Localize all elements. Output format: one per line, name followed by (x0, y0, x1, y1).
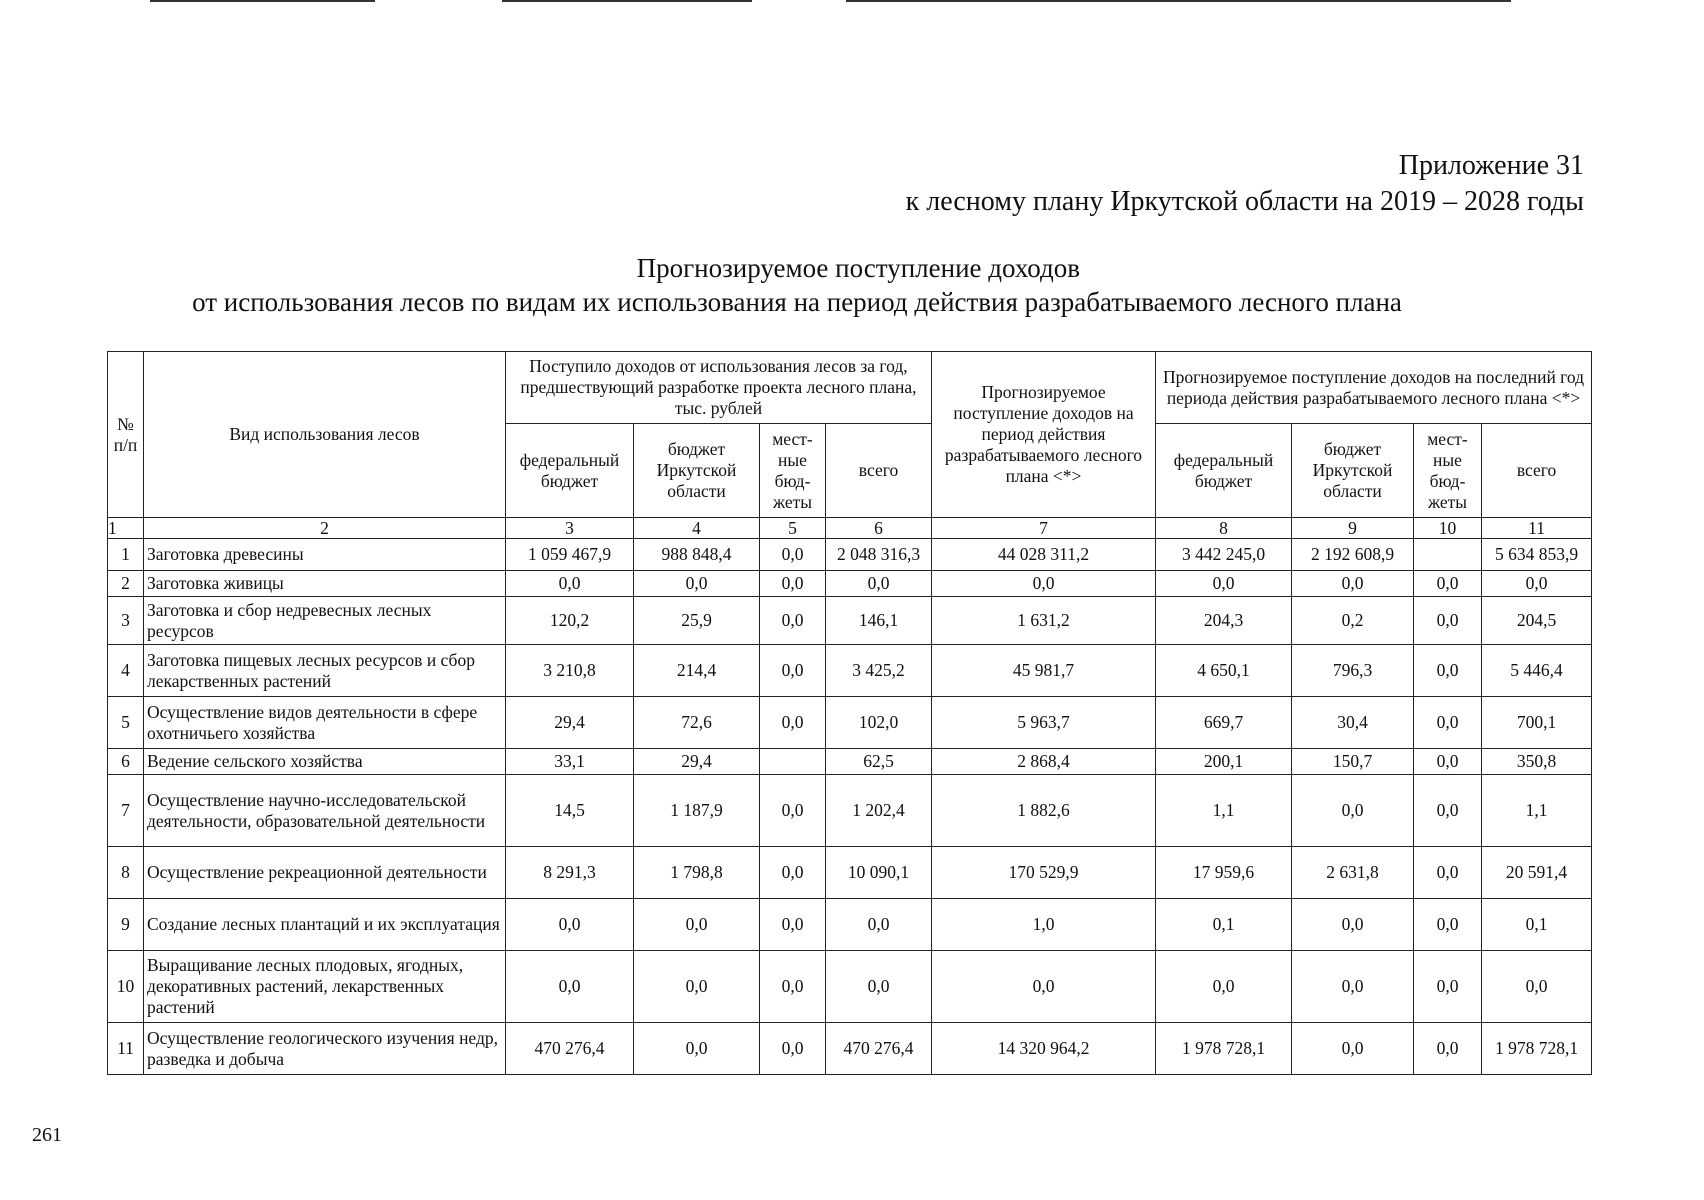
prev-total: 470 276,4 (826, 1023, 932, 1075)
header-forecast-total: Прогнозируемое поступление доходов на период действия разрабатываемого лесного плана <*> (932, 352, 1156, 518)
prev-regional: 1 798,8 (634, 847, 760, 899)
header-group-last-year: Прогнозируемое поступление доходов на последний год периода действия разрабатываемого лесного плана <*> (1156, 352, 1592, 424)
table-row (108, 749, 1592, 775)
prev-local: 0,0 (760, 539, 826, 571)
table-row (108, 899, 1592, 951)
header-federal: федеральный бюджет (506, 424, 634, 518)
prev-regional: 1 187,9 (634, 775, 760, 847)
last-federal: 0,0 (1156, 571, 1292, 597)
table-row (108, 645, 1592, 697)
last-federal: 3 442 245,0 (1156, 539, 1292, 571)
forecast-total: 45 981,7 (932, 645, 1156, 697)
row-number: 1 (108, 539, 144, 571)
prev-total: 102,0 (826, 697, 932, 749)
document-title (0, 251, 1704, 319)
table-row (108, 951, 1592, 1023)
last-local: 0,0 (1414, 1023, 1482, 1075)
last-regional: 150,7 (1292, 749, 1414, 775)
prev-local: 0,0 (760, 899, 826, 951)
prev-regional: 72,6 (634, 697, 760, 749)
prev-federal: 0,0 (506, 899, 634, 951)
last-federal: 1 978 728,1 (1156, 1023, 1292, 1075)
table-row (108, 697, 1592, 749)
table-row (108, 539, 1592, 571)
header-total: всего (826, 424, 932, 518)
prev-regional: 0,0 (634, 899, 760, 951)
last-total: 5 634 853,9 (1482, 539, 1592, 571)
header-regional: бюджет Иркутской области (1292, 424, 1414, 518)
forecast-total: 5 963,7 (932, 697, 1156, 749)
last-federal: 0,1 (1156, 899, 1292, 951)
last-total: 0,0 (1482, 951, 1592, 1023)
prev-total: 1 202,4 (826, 775, 932, 847)
column-number: 9 (1292, 518, 1414, 539)
prev-federal: 14,5 (506, 775, 634, 847)
table-body (108, 539, 1592, 1075)
header-kind: Вид использования лесов (144, 352, 506, 518)
last-total: 0,1 (1482, 899, 1592, 951)
last-regional: 0,0 (1292, 951, 1414, 1023)
header-group-prev-year: Поступило доходов от использования лесов за год, предшествующий разработке проекта лесного плана, тыс. рублей (506, 352, 932, 424)
row-number: 5 (108, 697, 144, 749)
prev-federal: 0,0 (506, 951, 634, 1023)
column-number: 10 (1414, 518, 1482, 539)
row-number: 2 (108, 571, 144, 597)
row-number: 10 (108, 951, 144, 1023)
row-number: 9 (108, 899, 144, 951)
column-number: 4 (634, 518, 760, 539)
row-kind: Осуществление видов деятельности в сфере охотничьего хозяйства (144, 697, 506, 749)
last-local: 0,0 (1414, 951, 1482, 1023)
last-federal: 1,1 (1156, 775, 1292, 847)
last-federal: 0,0 (1156, 951, 1292, 1023)
prev-local (760, 749, 826, 775)
column-number: 2 (144, 518, 506, 539)
row-kind: Осуществление научно-исследовательской деятельности, образовательной деятельности (144, 775, 506, 847)
prev-federal: 120,2 (506, 597, 634, 645)
row-kind: Осуществление рекреационной деятельности (144, 847, 506, 899)
prev-federal: 470 276,4 (506, 1023, 634, 1075)
last-federal: 669,7 (1156, 697, 1292, 749)
last-local: 0,0 (1414, 775, 1482, 847)
table-row (108, 1023, 1592, 1075)
last-regional: 0,0 (1292, 899, 1414, 951)
table-row (108, 597, 1592, 645)
prev-local: 0,0 (760, 697, 826, 749)
prev-total: 3 425,2 (826, 645, 932, 697)
page-number: 261 (32, 1124, 62, 1146)
row-kind: Заготовка живицы (144, 571, 506, 597)
column-number: 8 (1156, 518, 1292, 539)
table-row (108, 847, 1592, 899)
last-regional: 0,0 (1292, 1023, 1414, 1075)
prev-regional: 0,0 (634, 951, 760, 1023)
row-number: 4 (108, 645, 144, 697)
last-total: 20 591,4 (1482, 847, 1592, 899)
prev-total: 62,5 (826, 749, 932, 775)
column-number: 3 (506, 518, 634, 539)
income-table (107, 351, 1592, 1075)
last-regional: 0,0 (1292, 775, 1414, 847)
last-total: 0,0 (1482, 571, 1592, 597)
header-federal: федеральный бюджет (1156, 424, 1292, 518)
row-kind: Заготовка и сбор недревесных лесных ресурсов (144, 597, 506, 645)
last-local: 0,0 (1414, 645, 1482, 697)
forecast-total: 14 320 964,2 (932, 1023, 1156, 1075)
appendix-number: Приложение 31 (1398, 150, 1584, 181)
last-regional: 0,2 (1292, 597, 1414, 645)
prev-regional: 29,4 (634, 749, 760, 775)
prev-federal: 8 291,3 (506, 847, 634, 899)
column-number: 6 (826, 518, 932, 539)
prev-total: 10 090,1 (826, 847, 932, 899)
column-number: 5 (760, 518, 826, 539)
column-number: 1 (108, 518, 144, 539)
table-row (108, 571, 1592, 597)
last-regional: 796,3 (1292, 645, 1414, 697)
last-local: 0,0 (1414, 571, 1482, 597)
appendix-caption (684, 148, 1584, 220)
prev-local: 0,0 (760, 847, 826, 899)
prev-federal: 3 210,8 (506, 645, 634, 697)
forecast-total: 0,0 (932, 951, 1156, 1023)
table-row (108, 775, 1592, 847)
prev-total: 0,0 (826, 899, 932, 951)
forecast-total: 1,0 (932, 899, 1156, 951)
last-total: 700,1 (1482, 697, 1592, 749)
prev-local: 0,0 (760, 775, 826, 847)
header-total: всего (1482, 424, 1592, 518)
last-regional: 2 631,8 (1292, 847, 1414, 899)
row-number: 7 (108, 775, 144, 847)
prev-total: 0,0 (826, 571, 932, 597)
forecast-total: 1 631,2 (932, 597, 1156, 645)
last-total: 1 978 728,1 (1482, 1023, 1592, 1075)
last-federal: 200,1 (1156, 749, 1292, 775)
row-kind: Создание лесных плантаций и их эксплуатация (144, 899, 506, 951)
last-total: 204,5 (1482, 597, 1592, 645)
header-num: № п/п (108, 352, 144, 518)
row-kind: Заготовка древесины (144, 539, 506, 571)
row-number: 3 (108, 597, 144, 645)
forecast-total: 2 868,4 (932, 749, 1156, 775)
forecast-total: 1 882,6 (932, 775, 1156, 847)
appendix-reference: к лесному плану Иркутской области на 2019 – 2028 годы (905, 186, 1584, 217)
last-regional: 30,4 (1292, 697, 1414, 749)
title-line-1: Прогнозируемое поступление доходов (636, 253, 1080, 283)
prev-local: 0,0 (760, 645, 826, 697)
header-regional: бюджет Иркутской области (634, 424, 760, 518)
scan-top-line (502, 0, 752, 2)
row-number: 11 (108, 1023, 144, 1075)
prev-local: 0,0 (760, 571, 826, 597)
last-federal: 17 959,6 (1156, 847, 1292, 899)
last-regional: 0,0 (1292, 571, 1414, 597)
scan-top-line (846, 0, 1511, 2)
row-kind: Выращивание лесных плодовых, ягодных, декоративных растений, лекарственных растений (144, 951, 506, 1023)
column-number: 7 (932, 518, 1156, 539)
last-local (1414, 539, 1482, 571)
forecast-total: 0,0 (932, 571, 1156, 597)
header-local: мест-ные бюд-жеты (1414, 424, 1482, 518)
row-kind: Заготовка пищевых лесных ресурсов и сбор лекарственных растений (144, 645, 506, 697)
row-number: 8 (108, 847, 144, 899)
last-total: 1,1 (1482, 775, 1592, 847)
row-kind: Ведение сельского хозяйства (144, 749, 506, 775)
last-local: 0,0 (1414, 899, 1482, 951)
last-federal: 204,3 (1156, 597, 1292, 645)
last-total: 5 446,4 (1482, 645, 1592, 697)
prev-federal: 33,1 (506, 749, 634, 775)
scan-top-line (150, 0, 375, 2)
column-number: 11 (1482, 518, 1592, 539)
last-local: 0,0 (1414, 749, 1482, 775)
prev-regional: 988 848,4 (634, 539, 760, 571)
last-regional: 2 192 608,9 (1292, 539, 1414, 571)
prev-federal: 29,4 (506, 697, 634, 749)
prev-regional: 0,0 (634, 1023, 760, 1075)
prev-total: 0,0 (826, 951, 932, 1023)
last-local: 0,0 (1414, 847, 1482, 899)
prev-federal: 0,0 (506, 571, 634, 597)
prev-regional: 25,9 (634, 597, 760, 645)
title-line-2: от использования лесов по видам их использования на период действия разрабатываемого лесного плана (192, 287, 1402, 317)
column-number-row (108, 518, 1592, 539)
last-federal: 4 650,1 (1156, 645, 1292, 697)
prev-local: 0,0 (760, 1023, 826, 1075)
prev-federal: 1 059 467,9 (506, 539, 634, 571)
prev-total: 2 048 316,3 (826, 539, 932, 571)
row-kind: Осуществление геологического изучения недр, разведка и добыча (144, 1023, 506, 1075)
forecast-total: 170 529,9 (932, 847, 1156, 899)
last-local: 0,0 (1414, 697, 1482, 749)
last-local: 0,0 (1414, 597, 1482, 645)
forecast-total: 44 028 311,2 (932, 539, 1156, 571)
last-total: 350,8 (1482, 749, 1592, 775)
row-number: 6 (108, 749, 144, 775)
prev-regional: 214,4 (634, 645, 760, 697)
prev-local: 0,0 (760, 597, 826, 645)
prev-local: 0,0 (760, 951, 826, 1023)
prev-total: 146,1 (826, 597, 932, 645)
prev-regional: 0,0 (634, 571, 760, 597)
header-local: мест-ные бюд-жеты (760, 424, 826, 518)
